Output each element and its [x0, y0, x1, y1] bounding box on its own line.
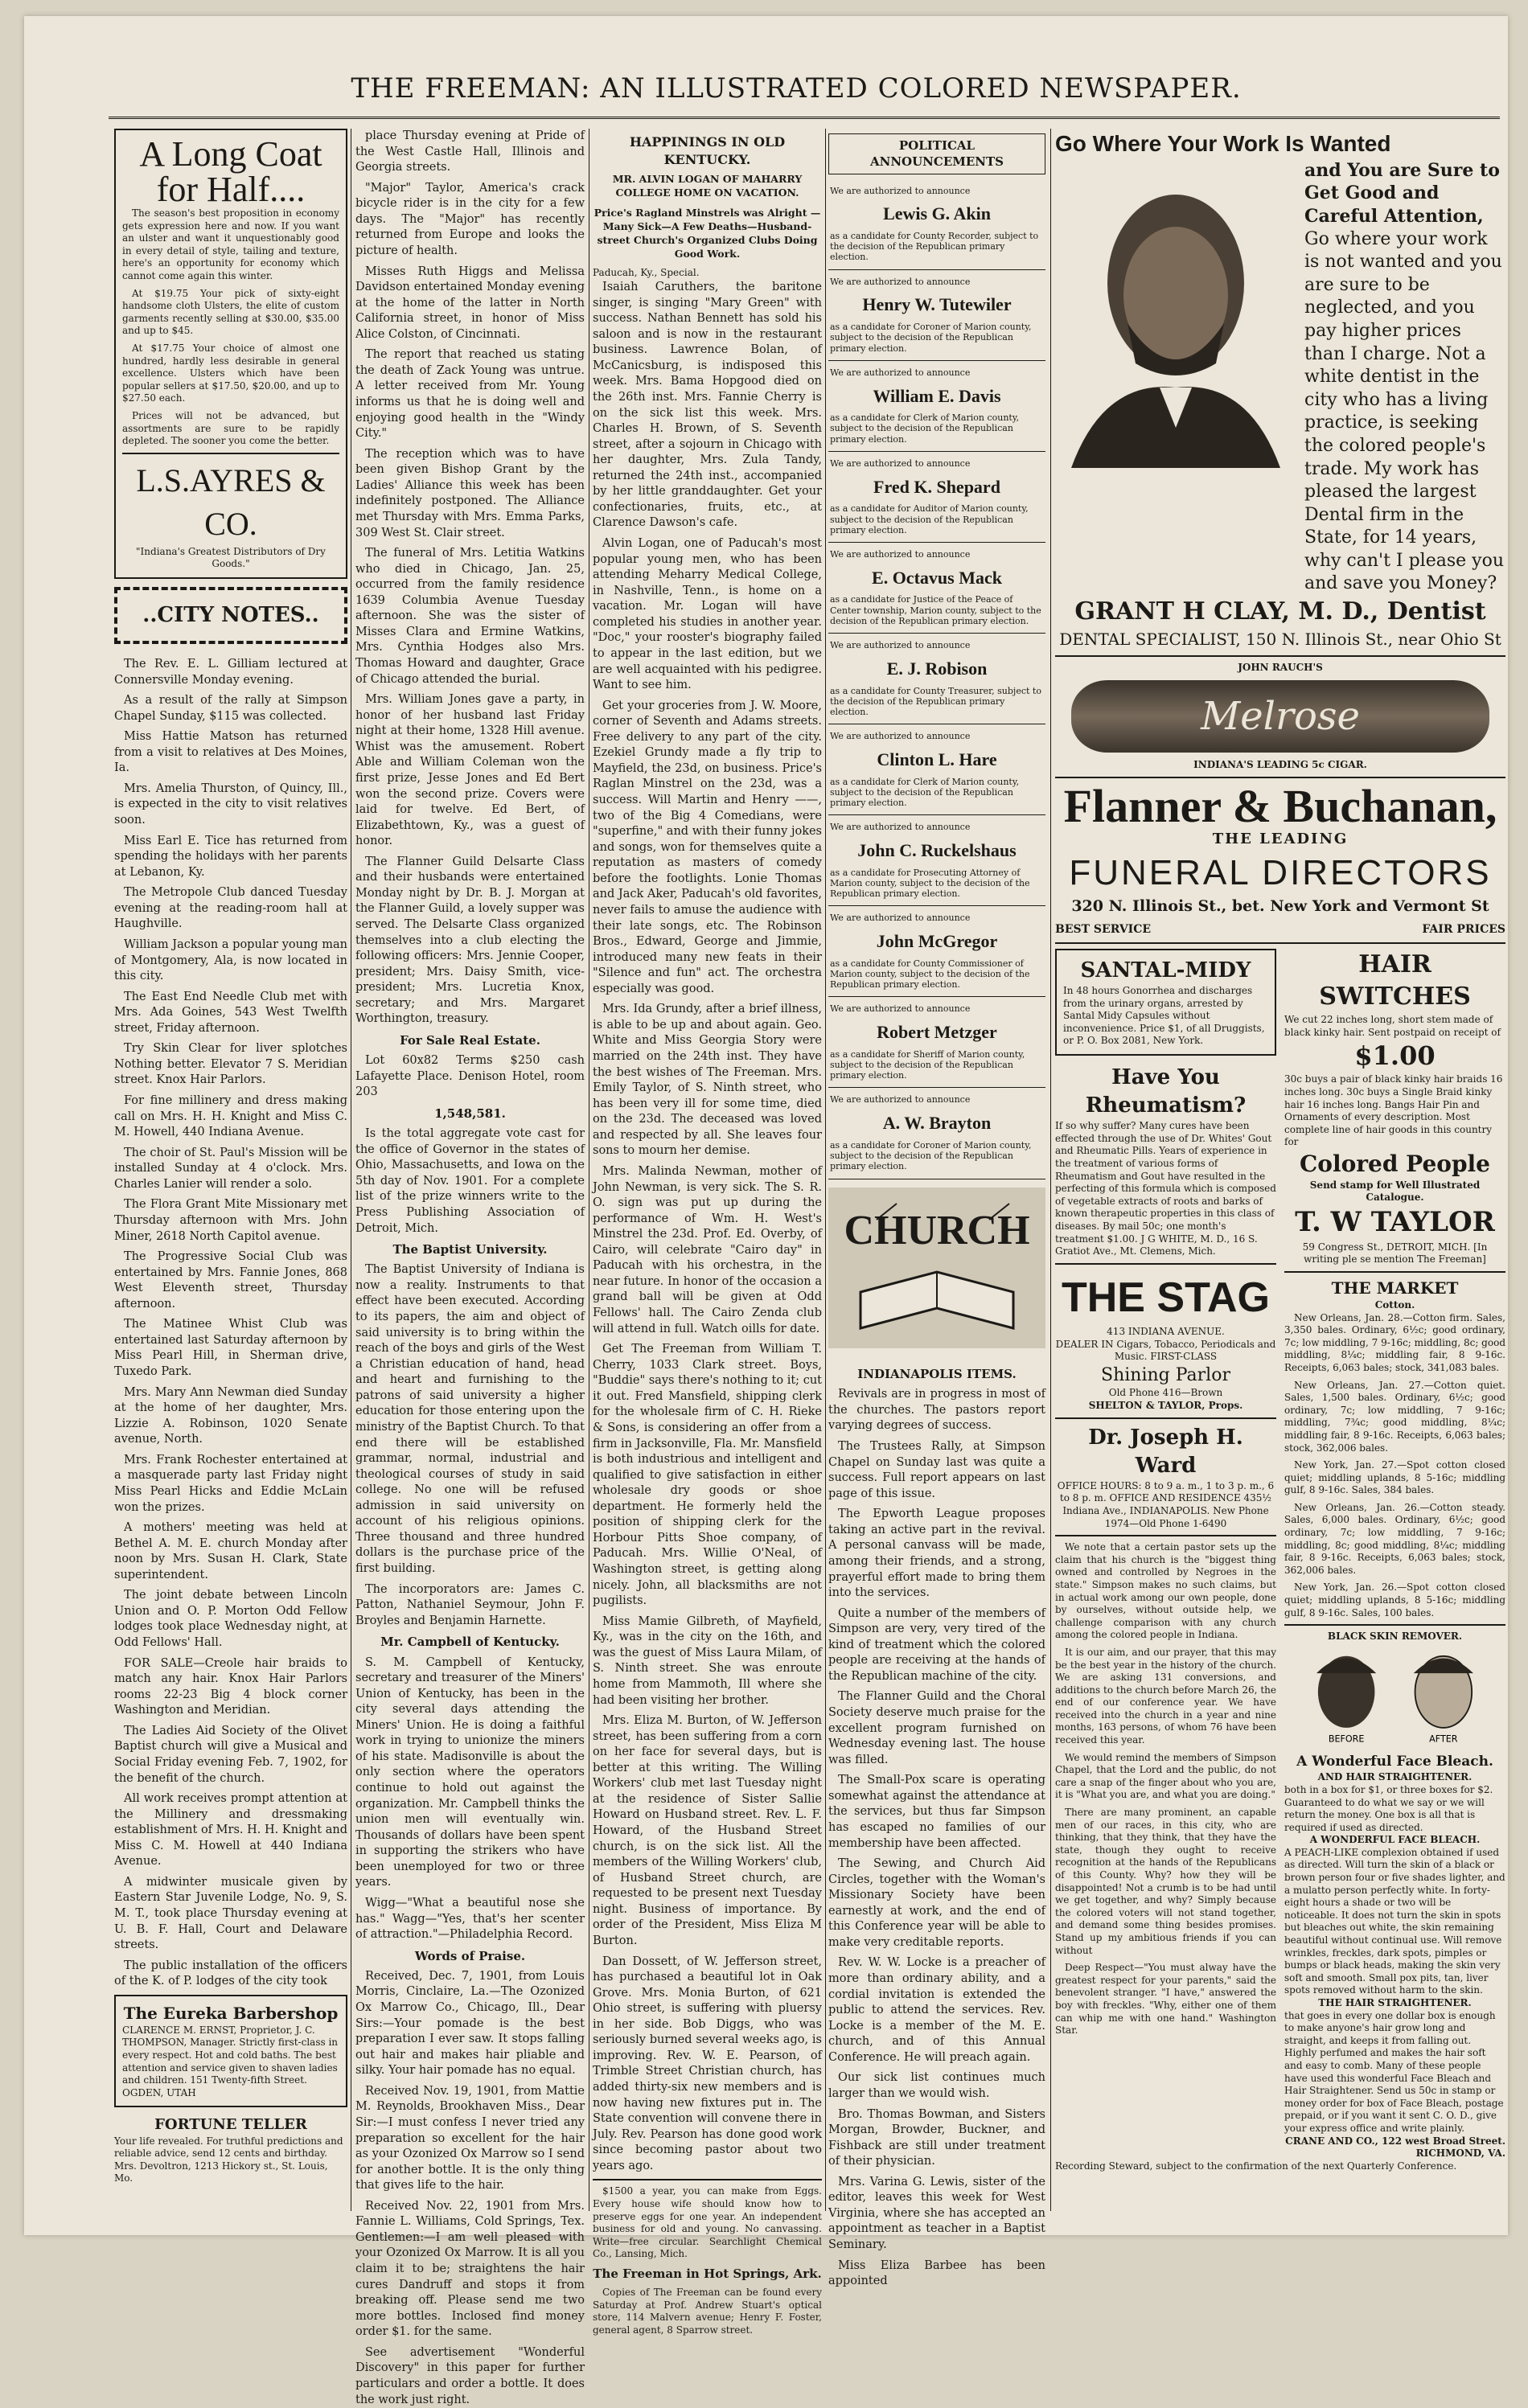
baptist-body: The Baptist University of Indiana is now a reality. Instruments to that effect have been executed. According to its papers, the aim and object of said university is to bring within the reach of the boys and girls of the West a Christian education of hand, head and heart and furnishing to the patrons of said university a higher education for those entering upon the ministry of the Baptist Church. To that end there will be established grammar, normal, industrial and theological courses of study in said college. No one will be refused admission in said university on account of his religious opinions. Three thousand and three hundred dollars is the purchase price of the first building.	[355, 1263, 585, 1575]
candidate-description: as a candidate for County Treasurer, subject to the decision of the Republican primary election.	[830, 685, 1041, 717]
news-paragraph: Bro. Thomas Bowman, and Sisters Morgan, Browder, Buckner, and Fishback are still under treatment of their physician.	[828, 2107, 1045, 2168]
hair-title: HAIR SWITCHES	[1319, 950, 1471, 1011]
city-notes-header: ..CITY NOTES..	[114, 587, 347, 644]
clay-copy	[1304, 159, 1505, 596]
news-paragraph: The Epworth League proposes taking an active part in the revival. A personal canvass will be made, among their friends, and a strong, prayerful effort made to bring them into the services.	[828, 1508, 1045, 1600]
lower-right-ads	[1284, 949, 1505, 2160]
column-rule	[825, 129, 826, 2211]
announcement-preface: We are authorized to announce	[830, 367, 971, 378]
praise-head: Words of Praise.	[414, 1948, 526, 1963]
city-note: For fine millinery and dress making call on Mrs. H. H. Knight and Miss C. M. Howell, 440 Indiana Avenue.	[114, 1094, 347, 1139]
ward-hours: OFFICE HOURS: 8 to 9 a. m., 1 to 3 p. m., 6 to 8 p. m. OFFICE AND RESIDENCE 435½ Indiana Ave., INDIANAPOLIS. New Phone 1974—Old Phone 1-6490	[1057, 1479, 1275, 1529]
bleach-title: A Wonderful Face Bleach.	[1296, 1754, 1493, 1770]
candidate-name: John C. Ruckelshaus	[857, 840, 1017, 860]
coat-ad-price-2: At $17.75 Your choice of almost one hundred, hardly less desirable in general excellence. Ulsters which have been popular sellers at $17.50, $20.00, and up to $27.50 each.	[122, 342, 339, 404]
city-note: The Progressive Social Club was entertained by Mrs. Fannie Jones, 868 West Eleventh street, Thursday afternoon.	[114, 1250, 347, 1311]
column-2-paragraphs	[355, 129, 585, 1028]
news-paragraph: The funeral of Mrs. Letitia Watkins who died in Chicago, Jan. 25, occurred from the family residence 1639 Columbia Avenue Tuesday afternoon. She was the sister of Misses Clara and Ermine Watkins, Mrs. Cynthia Hodges also Mrs. Thomas Howard and daughter, Grace of Chicago attended the burial.	[355, 547, 585, 686]
announcement	[828, 1088, 1045, 1179]
vote-head: 1,548,581.	[434, 1106, 506, 1121]
divider	[1055, 777, 1505, 778]
stag-address: 413 INDIANA AVENUE.	[1107, 1325, 1225, 1337]
clay-address: DENTAL SPECIALIST, 150 N. Illinois St., near Ohio St	[1059, 629, 1501, 649]
news-paragraph: The Flanner Guild and the Choral Society deserve much praise for the excellent program furnished on Wednesday evening last. The house was filled.	[828, 1690, 1045, 1766]
news-paragraph: Revivals are in progress in most of the churches. The pastors report varying degrees of success.	[828, 1388, 1045, 1433]
city-note: Mrs. Frank Rochester entertained at a masquerade party last Friday night Miss Pearl Hicks and Eddie McLain won the prizes.	[114, 1453, 347, 1514]
clay-body: Go where your work is not wanted and you are sure to be neglected, and you pay higher prices than I charge. Not a white dentist in the city who has a living practice, is seeking the colored people's trade. My work has pleased the largest Dental firm in the State, for 14 years, why can't I please you and save you Money?	[1304, 228, 1504, 594]
candidate-name: William E. Davis	[873, 385, 1001, 406]
news-paragraph: We would remind the members of Simpson Chapel, that the Lord and the public, do not care a snap of the finger about who you are, it is "What you are, and what you are doing."	[1055, 1751, 1276, 1801]
candidate-description: as a candidate for Coroner of Marion county, subject to the decision of the Republican primary election.	[830, 322, 1032, 354]
announcement-preface: We are authorized to announce	[830, 913, 971, 924]
candidate-name: Fred K. Shepard	[873, 476, 1000, 497]
announcements-list	[828, 179, 1045, 1179]
hot-springs-body: Copies of The Freeman can be found every Saturday at Prof. Andrew Stuart's optical store, 114 Malvern avenue; Henry F. Foster, general agent, 8 Sparrow street.	[593, 2287, 822, 2336]
kentucky-paragraphs	[593, 280, 822, 2174]
campbell-body: S. M. Campbell of Kentucky, secretary and treasurer of the Miners' Union of Kentucky, has been in the city several days attending the Miners' Union. He is doing a faithful work in trying to unionize the miners of his state. Madisonville is about the only section where the operators continue to hold out against the organization. Mr. Campbell thinks the union men will eventually win. Thousands of dollars have been spent in supporting the strikers who have been unemployed for two or three years.	[355, 1655, 585, 1889]
bleach-text: A PEACH-LIKE complexion obtained if used as directed. Will turn the skin of a black or brown person four or five shades lighter, and a mulatto person perfectly white. In forty-eight hours a shade or two will be noticeable. It does not turn the skin in spots but bleaches out white, the skin remaining beautiful without continual use. Will remove wrinkles, freckles, dark spots, pimples or bumps or black heads, making the skin very soft and smooth. Small pox pits, tan, liver spots removed without harm to the skin.	[1284, 1846, 1505, 1996]
coat-advertisement	[114, 129, 347, 579]
column-5	[1055, 129, 1505, 2211]
news-paragraph: Rev. W. W. Locke is a preacher of more than ordinary ability, and a cordial invitation is extended the public to attend the services. Rev. Locke is a member of the M. E. church, and of this Annual Conference. He will preach again.	[828, 1956, 1045, 2064]
stag-parlor: Shining Parlor	[1101, 1364, 1230, 1385]
city-note: The choir of St. Paul's Mission will be installed Sunday at 4 o'clock. Mrs. Charles Lanier will render a solo.	[114, 1146, 347, 1191]
praise-2: Received Nov. 19, 1901, from Mattie M. Reynolds, Brookhaven Miss., Dear Sir:—I must confess I never tried any preparation so excellent for the hair as your Ozonized Ox Marrow so I send for another bottle. It is the only thing that gives life to the hair.	[355, 2084, 585, 2193]
news-paragraph: There are many prominent, an capable men of our races, in this city, who are thinking, that they think, that they have the state, though they ought to receive recognition at the hands of the Republicans of this County. Why? how they will be disappointed! Not a crumb is to be had until we get together, and why? Simply because the colored voters will not stand together, and demand some thing besides promises. Stand up my ambitious friends if you can without	[1055, 1807, 1276, 1956]
coat-ad-title: A Long Coat for Half....	[139, 134, 322, 209]
stag-title: THE STAG	[1061, 1274, 1271, 1321]
funeral-address: 320 N. Illinois St., bet. New York and Vermont St	[1071, 897, 1489, 916]
city-note: The East End Needle Club met with Mrs. Ada Goines, 543 West Twelfth street, Friday afternoon.	[114, 990, 347, 1035]
city-notes-list	[114, 657, 347, 1990]
dateline: Paducah, Ky., Special.	[593, 267, 700, 279]
hair-more: 30c buys a pair of black kinky hair braids 16 inches long. 30c buys a Single Braid kinky hair 16 inches long. Bangs Hair Pin and Ornaments of every description. Most complete line of hair goods in this country for	[1284, 1073, 1503, 1148]
news-paragraph: The Flanner Guild Delsarte Class and their husbands were entertained Monday night by Dr. B. J. Morgan at the Flanner Guild, a lovely supper was served. The Delsarte Class organized themselves into a club electing the following officers: Mrs. Jennie Cooper, president; Mrs. Daisy Smith, vice-president; Mrs. Lucretia Knox, secretary; and Mrs. Margaret Worthington, treasury.	[355, 855, 585, 1026]
news-paragraph: The report that reached us stating the death of Zack Young was untrue. A letter received from Mr. Young informs us that he is doing well and enjoying good health in the "Windy City."	[355, 348, 585, 441]
fair-prices: FAIR PRICES	[1422, 923, 1505, 937]
crane-address: CRANE AND CO., 122 west Broad Street. RICHMOND, VA.	[1285, 2135, 1505, 2160]
taylor-address: 59 Congress St., DETROIT, MICH. [In writing ple se mention The Freeman]	[1302, 1241, 1488, 1266]
news-paragraph: Isaiah Caruthers, the baritone singer, is singing "Mary Green" with success. Nathan Bennett has sold his saloon and is now in the restaurant business. Lawrence Bolan, of McCanicsburg, is indisposed this week. Mrs. Bama Hopgood died on the 26th inst. Mrs. Fannie Cherry is on the sick list this week. Mrs. Charles H. Brown, of S. Seventh street, after a sojourn in Chicago with her daughter, Mrs. Zula Tandy, returned the 24th inst., accompanied by her little granddaughter. Get your confectionaries, fruits, etc., at Clarence Dawson's cafe.	[593, 281, 822, 530]
candidate-description: as a candidate for County Commissioner of Marion county, subject to the decision of the Republican primary election.	[830, 958, 1030, 991]
divider	[1055, 1535, 1276, 1536]
news-paragraph: Miss Eliza Barbee has been appointed	[828, 2258, 1045, 2288]
news-paragraph: Our sick list continues much larger than we would wish.	[828, 2071, 1045, 2100]
announcement-preface: We are authorized to announce	[830, 276, 971, 287]
announcement	[828, 361, 1045, 452]
announcement-preface: We are authorized to announce	[830, 548, 971, 560]
column-rule	[1050, 129, 1051, 2211]
bleach-before: BEFORE	[1328, 1733, 1365, 1745]
incorporators: The incorporators are: James C. Patton, Nathaniel Seymour, John F. Broyles and Benjamin Harnette.	[355, 1582, 585, 1627]
announcement	[828, 724, 1045, 815]
market-item: New Orleans, Jan. 28.—Cotton firm. Sales, 3,350 bales. Ordinary, 6½c; good ordinary, 7c; low middling, 7 9-16c; middling, 8c; good middling, 8¼c; middling fair, 8 9-16c. Receipts, 6,063 bales; stock, 341,083 bales.	[1284, 1311, 1505, 1373]
cotton-head: Cotton.	[1374, 1298, 1415, 1311]
kentucky-sub-1: MR. ALVIN LOGAN OF MAHARRY COLLEGE HOME ON VACATION.	[612, 173, 803, 199]
city-note: As a result of the rally at Simpson Chapel Sunday, $115 was collected.	[114, 694, 347, 723]
market-item: New York, Jan. 27.—Spot cotton closed quiet; middling uplands, 8 5-16c; middling gulf, 8 9-16c. Sales, 384 bales.	[1284, 1459, 1505, 1496]
candidate-name: E. J. Robison	[886, 658, 988, 679]
news-paragraph: Mrs. Eliza M. Burton, of W. Jefferson street, has been suffering from a corn on her face for several days, but is better at this writing. The Willing Workers' club met last Tuesday night at the residence of Sister Sallie Howard on Husband street. Rev. L. F. Howard, of the Husband Street church, is on the sick list. All the members of the Willing Workers' club, of Husband Street church, are requested to be present next Tuesday night. Business of importance. By order of the President, Miss Eliza M Burton.	[593, 1714, 822, 1947]
bleach-wonder-head: A WONDERFUL FACE BLEACH.	[1309, 1834, 1481, 1846]
announcement	[828, 270, 1045, 361]
news-paragraph: Get your groceries from J. W. Moore, corner of Seventh and Adams streets. Free delivery to any part of the city. Ezekiel Grundy made a fly trip to Mayfield, the 23d, on business. Price's Raglan Minstrel on the 23d, was a success. Will Martin and Henry ——, two of the Big 4 Comedians, were "superfine," and with their funny jokes and songs, won for themselves quite a reputation as masters of comedy before the footlights. Lonie Thomas and Jack Aker, Paducah's old favorites, never fails to amuse the audience with their late songs, etc. The Robinson Bros., Edward, George and Jimmie, introduced many new feats in their "Silence and fun" act. The orchestra especially was good.	[593, 699, 822, 995]
hair-price: $1.00	[1354, 1040, 1436, 1072]
news-paragraph: The reception which was to have been given Bishop Grant by the Ladies' Alliance this week has been indefinitely postponed. The Alliance met Thursday with Mrs. Emma Parks, 309 West St. Clair street.	[355, 447, 585, 539]
bleach-sub: AND HAIR STRAIGHTENER.	[1317, 1771, 1473, 1783]
rheumatism-body: If so why suffer? Many cures have been effected through the use of Dr. Whites' Gout and Rheumatic Pills. Years of experience in the treatment of various forms of Rheumatism and Gout have resulted in the perfecting of this formula which is composed of vegetable extracts of roots and barks of known therapeutic properties in this class of diseases. By mail 50c; one month's treatment $1.00. J G WHITE, M. D., 16 S. Gratiot Ave., Mt. Clemens, Mich.	[1055, 1120, 1276, 1257]
city-note: A midwinter musicale given by Eastern Star Juvenile Lodge, No. 9, S. M. T., took place Thursday evening at U. B. F. Hall, Court and Delaware streets.	[114, 1875, 347, 1952]
candidate-description: as a candidate for Prosecuting Attorney of Marion county, subject to the decision of the Republican primary election.	[830, 867, 1030, 900]
news-paragraph: Get The Freeman from William T. Cherry, 1033 Clark street. Boys, "Buddie" says there's nothing to it; cut it out. Fred Mansfield, shipping clerk for the wholesale firm of C. H. Rieke & Sons, is considering an offer from a firm in Jacksonville, Fla. Mr. Mansfield is both industrious and intelligent and qualified to give satisfaction in either wholesale dry goods or shoe department. He formerly held the position of shipping clerk for the Horbour Pitts Shoe company, of Paducah. Mrs. Willie O'Neal, of Washington street, is getting along nicely. John, all blacksmiths are not pugilists.	[593, 1343, 822, 1608]
announcement	[828, 997, 1045, 1088]
news-paragraph: Miss Mamie Gilbreth, of Mayfield, Ky., was in the city on the 16th, and was the guest of Miss Laura Milam, of S. Ninth street. She was enroute home from Mammoth, Ill where she had been visiting her brother.	[593, 1614, 822, 1707]
announcement-preface: We are authorized to announce	[830, 731, 971, 742]
indianapolis-paragraphs	[828, 1387, 1045, 2289]
candidate-description: as a candidate for Justice of the Peace of Center township, Marion county, subject to the decision of the Republican primary election.	[830, 594, 1041, 626]
news-paragraph: It is our aim, and our prayer, that this may be the best year in the history of the church. We are asking 131 conversions, and additions to the church before March 26, the end of our conference year. We have received into the church in a year and nine months, 163 persons, of whom 76 have been received this year.	[1055, 1646, 1276, 1746]
bleach-body: both in a box for $1, or three boxes for $2. Guaranteed to do what we say or we will return the money. One box is all that is required if used as directed.	[1284, 1783, 1493, 1833]
simpson-paragraphs	[1055, 1541, 1276, 2037]
candidate-name: Henry W. Tutewiler	[862, 294, 1012, 315]
eureka-title: The Eureka Barbershop	[123, 2003, 339, 2023]
news-paragraph: Quite a number of the members of Simpson are very, very tired of the kind of treatment which the colored people are receiving at the hands of the Republican machine of the city.	[828, 1606, 1045, 1683]
announcement-preface: We are authorized to announce	[830, 457, 971, 469]
candidate-description: as a candidate for Clerk of Marion county, subject to the decision of the Republican primary election.	[830, 776, 1020, 808]
divider	[1055, 942, 1505, 944]
announcement	[828, 906, 1045, 997]
news-paragraph: We note that a certain pastor sets up the claim that his church is the "biggest thing owned and controlled by Negroes in the state." Simpson makes no such claims, but in actual work among our own people, done by ourselves, without outside help, we challenge comparison with any church among the colored people in Indiana.	[1055, 1541, 1276, 1641]
service-row	[1055, 922, 1505, 937]
market-item: New York, Jan. 26.—Spot cotton closed quiet; middling uplands, 8 5-16c; middling gulf, 8 9-16c. Sales, 100 bales.	[1284, 1581, 1505, 1618]
santal-ad	[1055, 949, 1276, 1056]
news-paragraph: Deep Respect—"You must alway have the greatest respect for your parents," said the benevolent stranger. "I have," answered the boy with freckles. "Why, either one of them can whip me with one hand." Washington Star.	[1055, 1962, 1276, 2037]
fortune-title: FORTUNE TELLER	[154, 2116, 307, 2134]
divider	[1055, 1263, 1276, 1265]
campbell-head: Mr. Campbell of Kentucky.	[380, 1635, 560, 1650]
flanner-title: Flanner & Buchanan,	[1063, 779, 1497, 832]
praise-1: Received, Dec. 7, 1901, from Louis Morris, Cinclaire, La.—The Ozonized Ox Marrow Co., Chicago, Ill., Dear Sirs:—Your pomade is the best preparation I ever saw. It stops falling out hair and makes hair pliable and silky. Your hair pomade has no equal.	[355, 1969, 585, 2078]
news-paragraph: The Sewing, and Church Aid Circles, together with the Woman's Missionary Society have been earnestly at work, and the end of this Conference year will be able to make very creditable reports.	[828, 1857, 1045, 1949]
lower-ads	[1055, 949, 1505, 2160]
hot-springs-head: The Freeman in Hot Springs, Ark.	[593, 2266, 822, 2281]
straightener-text: that goes in every one dollar box is enough to make anyone's hair grow long and straight, and keeps it from falling out. Highly perfumed and makes the hair soft and easy to comb. Many of these people have used this wonderful Face Bleach and Hair Straightener. Send us 50c in stamp or money order for box of Face Bleach, postage prepaid, or if you want it sent C. O. D., give your express office and write plainly.	[1284, 2009, 1504, 2134]
city-note: The public installation of the officers of the K. of P. lodges of the city took	[114, 1959, 347, 1988]
news-paragraph: The Trustees Rally, at Simpson Chapel on Sunday last was quite a success. Full report appears on last page of this issue.	[828, 1440, 1045, 1500]
column-1	[114, 129, 347, 2211]
baptist-head: The Baptist University.	[392, 1242, 548, 1257]
real-estate-body: Lot 60x82 Terms $250 cash Lafayette Place. Denison Hotel, room 203	[355, 1054, 585, 1099]
divider	[593, 2179, 822, 2180]
market-head: THE MARKET	[1331, 1278, 1459, 1298]
market-item: New Orleans, Jan. 26.—Cotton steady. Sales, 6,000 bales. Ordinary, 6½c; good ordinary, 7c; low middling, 7 9-16c; middling, 8c; good middling, 8¼c; middling fair, 8 9-16c. Receipts, 6,063 bales; stock, 362,006 bales.	[1284, 1501, 1505, 1576]
divider	[1055, 1417, 1276, 1419]
flanner-leading: THE LEADING	[1212, 830, 1349, 847]
city-note: FOR SALE—Creole hair braids to match any hair. Knox Hair Parlors rooms 22-23 Big 4 block corner Washington and Meridian.	[114, 1656, 347, 1717]
city-note: The Rev. E. L. Gilliam lectured at Connersville Monday evening.	[114, 657, 347, 687]
clay-headline: Go Where Your Work Is Wanted	[1055, 131, 1391, 156]
city-note: The Flora Grant Mite Missionary met Thursday afternoon with Mrs. John Miner, 2618 North Capitol avenue.	[114, 1198, 347, 1243]
bleach-after: AFTER	[1429, 1733, 1458, 1745]
praise-3: Received Nov. 22, 1901 from Mrs. Fannie L. Williams, Cold Springs, Tex. Gentlemen:—I am well pleased with your Ozonized Ox Marrow. It is all you claim it to be; straightens the hair cures Dandruff and stops it from breaking off. Please send me two more bottles. Inclosed find money order $1. for the same.	[355, 2199, 585, 2339]
city-note: Mrs. Amelia Thurston, of Quincy, Ill., is expected in the city to visit relatives soon.	[114, 781, 347, 827]
lower-left-ads	[1055, 949, 1276, 2160]
candidate-name: Clinton L. Hare	[877, 749, 997, 769]
candidate-description: as a candidate for Coroner of Marion county, subject to the decision of the Republican primary election.	[830, 1139, 1032, 1172]
stewards-note: Recording Steward, subject to the confirmation of the next Quarterly Conference.	[1055, 2160, 1457, 2172]
santal-body: In 48 hours Gonorrhea and discharges from the urinary organs, arrested by Santal Midy Capsules without inconvenience. Price $1, of all Druggists, or P. O. Box 2081, New York.	[1063, 985, 1265, 1047]
rheumatism-title: Have You Rheumatism?	[1085, 1065, 1247, 1118]
colored-people: Colored People	[1300, 1150, 1490, 1177]
straightener-head: THE HAIR STRAIGHTENER.	[1318, 1997, 1472, 2009]
hair-body: We cut 22 inches long, short stem made of black kinky hair. Sent postpaid on receipt of	[1284, 1013, 1501, 1038]
praise-4: See advertisement "Wonderful Discovery" in this paper for further particulars and order a bottle. It does the work just right.	[355, 2345, 585, 2406]
announcement-preface: We are authorized to announce	[830, 185, 971, 196]
coat-ad-price-1: At $19.75 Your pick of sixty-eight handsome cloth Ulsters, the elite of custom garments recently selling at $30.00, $35.00 and up to $45.	[122, 287, 339, 337]
candidate-description: as a candidate for County Recorder, subject to the decision of the Republican primary election.	[830, 231, 1039, 263]
city-note: Miss Hattie Matson has returned from a visit to relatives at Des Moines, Ia.	[114, 730, 347, 775]
stag-body: DEALER IN Cigars, Tobacco, Periodicals and Music. FIRST-CLASS	[1055, 1338, 1276, 1363]
candidate-description: as a candidate for Clerk of Marion county, subject to the decision of the Republican primary election.	[830, 412, 1020, 445]
candidate-description: as a candidate for Auditor of Marion county, subject to the decision of the Republican primary election.	[830, 503, 1029, 535]
coat-ad-note: Prices will not be advanced, but assortments are sure to be rapidly depleted. The sooner you come the better.	[122, 409, 339, 447]
city-note: All work receives prompt attention at the Millinery and dressmaking establishment of Mrs. H. H. Knight and Miss C. M. Howell at 440 Indiana Avenue.	[114, 1792, 347, 1869]
wigg-joke: Wigg—"What a beautiful nose she has." Wagg—"Yes, that's her scenter of attraction."—Philadelphia Record.	[355, 1896, 585, 1942]
cigar-maker: JOHN RAUCH'S	[1238, 661, 1323, 673]
vote-body: Is the total aggregate vote cast for the office of Governor in the states of Ohio, Massachusetts, and Iowa on the 5th day of Nov. 1901. For a complete list of the prize winners write to the Press Publishing Association of Detroit, Mich.	[355, 1127, 585, 1235]
news-paragraph: Mrs. Ida Grundy, after a brief illness, is able to be up and about again. Geo. White and Miss Georgia Story were married on the 24th inst. They have the best wishes of The Freeman. Mrs. Emily Taylor, of S. Ninth street, who has been very ill for some time, died on the 23d. The deceased was loved and respected by all. She leaves four sons to mourn her demise.	[593, 1003, 822, 1158]
candidate-name: Lewis G. Akin	[883, 203, 991, 224]
bleach-illustration	[1284, 1643, 1505, 1748]
news-paragraph: The Small-Pox scare is operating somewhat against the attendance at the services, but thus far Simpson has escaped no families of our membership have been affected.	[828, 1774, 1045, 1850]
news-paragraph: Mrs. Malinda Newman, mother of John Newman, is very sick. The S. R. O. sign was put up during the performance of Wm. H. West's Minstrel the 23d. Prof. Ed. Overby, of Cairo, will celebrate "Cairo day" in Paducah with his orchestra, in the near future. In honor of the occasion a grand ball will be given at Odd Fellows' hall. The Cairo Zenda club will attend in full. Watch oills for date.	[593, 1164, 822, 1335]
city-note: Try Skin Clear for liver splotches Nothing better. Elevator 7 S. Meridian street. Knox Hair Parlors.	[114, 1042, 347, 1087]
kentucky-head: HAPPININGS IN OLD KENTUCKY.	[629, 134, 786, 167]
indianapolis-head: INDIANAPOLIS ITEMS.	[857, 1367, 1017, 1382]
eggs-ad: $1500 a year, you can make from Eggs. Every house wife should know how to preserve eggs for one year. An independent business for old and young. No canvassing. Write—free circular. Searchlight Chemical Co., Lansing, Mich.	[593, 2185, 822, 2260]
news-paragraph: Misses Ruth Higgs and Melissa Davidson entertained Monday evening at the home of the latter in North California street, in honor of Miss Alice Colston, of Cincinnati.	[355, 265, 585, 341]
announcement	[828, 815, 1045, 906]
clay-name: GRANT H CLAY, M. D., Dentist	[1074, 597, 1486, 626]
ayres-logo: L.S.AYRES & CO.	[136, 461, 326, 542]
announcement-preface: We are authorized to announce	[830, 1094, 971, 1106]
funeral-directors: FUNERAL DIRECTORS	[1069, 853, 1492, 893]
real-estate-head: For Sale Real Estate.	[400, 1032, 540, 1048]
fortune-body: Your life revealed. For truthful predictions and reliable advice, send 12 cents and birthday. Mrs. Devoltron, 1213 Hickory st., St. Louis, Mo.	[114, 2135, 343, 2184]
column-3	[593, 129, 822, 2336]
coat-ad-body: The season's best proposition in economy gets expression here and now. If you want an ulster and want it unquestionably good in every detail of style, tailing and texture, here's an opportunity for economy which cannot come again this winter.	[122, 207, 339, 281]
city-note: A mothers' meeting was held at Bethel A. M. E. church Monday after noon by Mrs. Susan H. Clark, State superintendent.	[114, 1521, 347, 1581]
candidate-name: John McGregor	[876, 931, 998, 952]
announcement	[828, 452, 1045, 543]
city-note: Miss Earl E. Tice has returned from spending the holidays with her parents at Lebanon, Ky.	[114, 834, 347, 879]
announcement	[828, 634, 1045, 724]
city-note: William Jackson a popular young man of Montgomery, Ala, is now located in this city.	[114, 937, 347, 983]
masthead-rule	[109, 117, 1500, 119]
cigar-illustration: Melrose	[1071, 680, 1489, 753]
candidate-name: Robert Metzger	[877, 1022, 997, 1043]
newspaper-page	[24, 16, 1508, 2406]
clay-portrait	[1055, 162, 1296, 468]
clay-side: and You are Sure to Get Good and Careful Attention,	[1304, 159, 1500, 227]
announcement-preface: We are authorized to announce	[830, 1003, 971, 1015]
market-item: New Orleans, Jan. 27.—Cotton quiet. Sales, 1,500 bales. Ordinary, 6½c; good ordinary, 7c; low middling, 7 9-16c; middling, 7¾c; good middling, 8¼c; middling fair, 8 9-16c. Receipts, 6,063 bales; stock, 362,006 bales.	[1284, 1379, 1505, 1454]
eureka-body: CLARENCE M. ERNST, Proprietor, J. C. THOMPSON, Manager. Strictly first-class in every respect. Hot and cold baths. The best attention and service given to shaven ladies and children. 151 Twenty-fifth Street. OGDEN, UTAH	[122, 2024, 339, 2098]
taylor-name: T. W TAYLOR	[1295, 1205, 1495, 1238]
city-note: The Ladies Aid Society of the Olivet Baptist church will give a Musical and Social Friday evening Feb. 7, 1902, for the benefit of the church.	[114, 1724, 347, 1785]
divider	[1284, 1624, 1505, 1626]
catalogue: Send stamp for Well Illustrated Catalogue.	[1309, 1179, 1481, 1204]
divider	[122, 453, 339, 454]
best-service: BEST SERVICE	[1055, 923, 1152, 937]
political-head: POLITICAL ANNOUNCEMENTS	[828, 133, 1045, 174]
candidate-name: E. Octavus Mack	[872, 567, 1002, 588]
cigar-tagline: INDIANA'S LEADING 5c CIGAR.	[1193, 759, 1367, 771]
stag-props: SHELTON & TAYLOR, Props.	[1088, 1400, 1243, 1412]
city-note: Mrs. Mary Ann Newman died Sunday at the home of her daughter, Mrs. Lizzie A. Robinson, 1020 Senate avenue, North.	[114, 1385, 347, 1446]
market-list	[1284, 1312, 1505, 1620]
city-note: The Metropole Club danced Tuesday evening at the reading-room hall at Haughville.	[114, 886, 347, 931]
news-paragraph: "Major" Taylor, America's crack bicycle rider is in the city for a few days. The "Major" has recently returned from Europe and looks the picture of health.	[355, 181, 585, 257]
news-paragraph: Alvin Logan, one of Paducah's most popular young men, who has been attending Meharry Medical College, in Nashville, Tenn., is home on a vacation. Mr. Logan will have completed his studies in another year. "Doc," your rooster's biography failed to appear in the last edition, but we are well acquainted with his pedigree. Want to see him.	[593, 537, 822, 692]
announcement	[828, 543, 1045, 634]
divider	[1284, 1271, 1505, 1273]
city-note: The Matinee Whist Club was entertained last Saturday afternoon by Miss Pearl Hill, in Sherman drive, Tuxedo Park.	[114, 1318, 347, 1379]
news-paragraph: Dan Dossett, of W. Jefferson street, has purchased a beautiful lot in Oak Grove. Mrs. Monia Burton, of 621 Ohio street, is suffering with pluersy in her side. Bob Diggs, who was seriously burned several weeks ago, is improving. Rev. W. E. Pearson, of Trimble Street Christian church, has added thirty-six new members and is now having new fixtures put in. The State convention will convene there in July. Rev. Pearson has done good work since becoming pastor about two years ago.	[593, 1955, 822, 2172]
candidate-name: A. W. Brayton	[882, 1113, 992, 1134]
stag-phone: Old Phone 416—Brown	[1108, 1387, 1223, 1399]
church-label: CHURCH	[844, 1207, 1030, 1253]
city-note: The joint debate between Lincoln Union and O. P. Morton Odd Fellow lodges took place Wednesday night, at Odd Fellows' Hall.	[114, 1589, 347, 1650]
candidate-description: as a candidate for Sheriff of Marion county, subject to the decision of the Republican primary election.	[830, 1048, 1025, 1081]
news-paragraph: Mrs. Varina G. Lewis, sister of the editor, leaves this week for West Virginia, where she has accepted an appointment as teacher in a Baptist Seminary.	[828, 2175, 1045, 2252]
church-illustration	[828, 1188, 1045, 1348]
column-2	[355, 129, 585, 2406]
column-4	[828, 129, 1045, 2288]
announcement	[828, 179, 1045, 270]
santal-title: SANTAL-MIDY	[1080, 958, 1251, 982]
masthead: THE FREEMAN: AN ILLUSTRATED COLORED NEWSPAPER.	[351, 72, 1242, 105]
ayres-tagline: "Indiana's Greatest Distributors of Dry Goods."	[136, 545, 326, 570]
announcement-preface: We are authorized to announce	[830, 639, 971, 650]
bleach-head: BLACK SKIN REMOVER.	[1327, 1631, 1463, 1643]
divider	[1055, 655, 1505, 657]
eureka-ad	[114, 1995, 347, 2108]
news-paragraph: Mrs. William Jones gave a party, in honor of her husband last Friday night at their home, 1328 Hill avenue. Whist was the amusement. Robert Able and William Coleman won the first prize, Jesse Jones and Ed Bert won the second prize. Covers were laid for twelve. Ed Bert, of Elizabethtown, Ky., was a guest of honor.	[355, 693, 585, 848]
announcement-preface: We are authorized to announce	[830, 822, 971, 833]
kentucky-sub-2: Price's Ragland Minstrels was Alright —Many Sick—A Few Deaths—Husband-street Church's Organized Clubs Doing Good Work.	[594, 206, 821, 260]
news-paragraph: place Thursday evening at Pride of the West Castle Hall, Illinois and Georgia streets.	[355, 129, 585, 174]
ward-title: Dr. Joseph H. Ward	[1088, 1425, 1243, 1478]
